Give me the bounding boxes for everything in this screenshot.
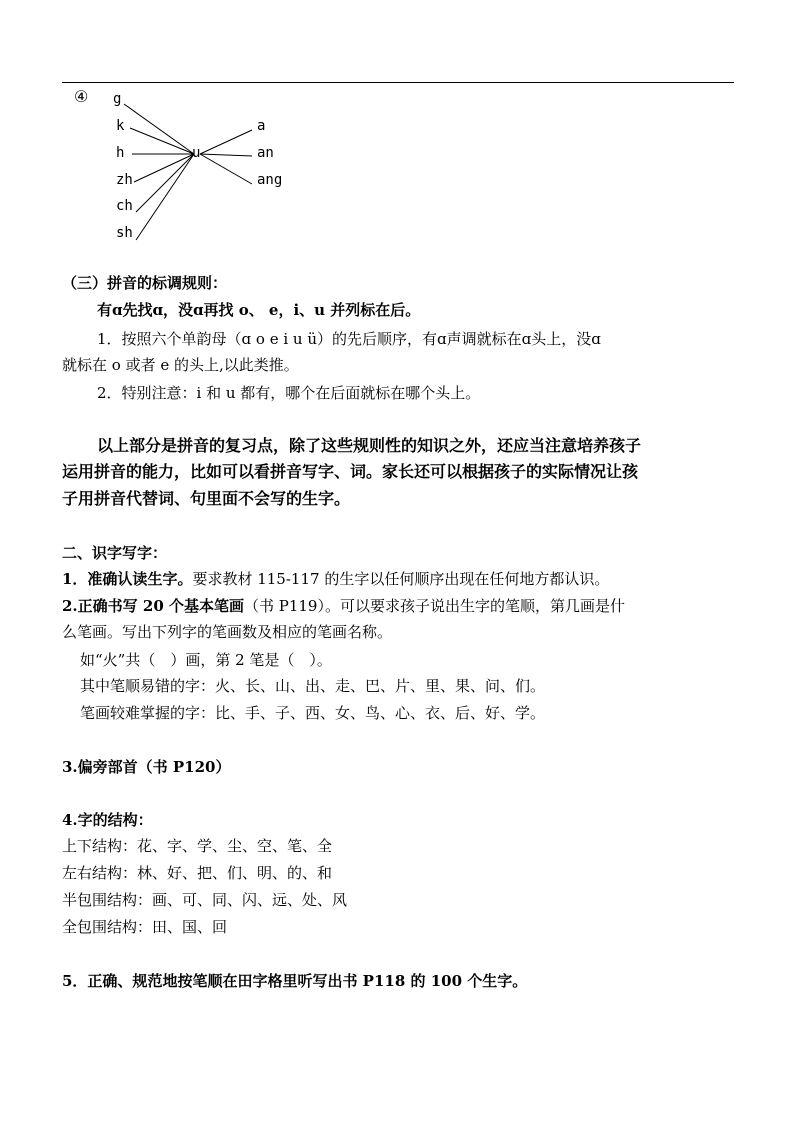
diagram-connector-lines: [0, 0, 793, 260]
item-1-text: 要求教材 115-117 的生字以任何顺序出现在任何地方都认识。: [192, 570, 610, 588]
tone-point-2: 2．特别注意：i 和 u 都有，哪个在后面就标在哪个头上。: [97, 384, 481, 402]
initial-zh: zh: [116, 172, 133, 188]
section-two-heading: 二、识字写字：: [62, 544, 168, 562]
center-u: u: [192, 145, 201, 161]
structure-left-right: 左右结构：林、好、把、们、明、的、和: [62, 864, 333, 882]
summary-line-2: 运用拼音的能力，比如可以看拼音写字、词。家长还可以根据孩子的实际情况让孩: [62, 462, 639, 481]
item-2: [62, 597, 625, 615]
structure-half-enclosed: 半包围结构：画、可、同、闪、远、处、风: [62, 891, 348, 909]
item-1-title: 1．准确认读生字。: [62, 570, 193, 588]
item-3-radicals: 3.偏旁部首（书 P120）: [62, 758, 231, 776]
final-ang: ang: [257, 172, 283, 188]
initial-g: g: [113, 91, 122, 107]
tone-point-1-line-2: 就标在 o 或者 e 的头上,以此类推。: [62, 356, 299, 374]
item-2-line-2: 么笔画。写出下列字的笔画数及相应的笔画名称。: [62, 623, 393, 641]
diagram-number: ④: [74, 87, 89, 106]
final-an: an: [257, 145, 274, 161]
structure-top-bottom: 上下结构：花、字、学、尘、空、笔、全: [62, 837, 333, 855]
initial-k: k: [116, 118, 125, 134]
initial-sh: sh: [116, 225, 133, 241]
hard-chars: 笔画较难掌握的字：比、手、子、西、女、鸟、心、衣、后、好、学。: [80, 704, 546, 722]
tone-rule: 有ɑ先找ɑ，没ɑ再找 o、 e，i、u 并列标在后。: [97, 301, 421, 319]
structure-full-enclosed: 全包围结构：田、国、回: [62, 918, 228, 936]
section3-heading: （三）拼音的标调规则：: [62, 274, 228, 292]
item-5-dictation: 5．正确、规范地按笔顺在田字格里听写出书 P118 的 100 个生字。: [62, 972, 528, 990]
summary-line-3: 子用拼音代替词、句里面不会写的生字。: [62, 489, 351, 508]
item-1: [62, 570, 609, 588]
tone-point-1-line-1: 1．按照六个单韵母（ɑ o e i u ü）的先后顺序，有ɑ声调就标在ɑ头上，没ɑ: [97, 330, 601, 348]
final-a: a: [257, 118, 266, 134]
item-2-title: 2.正确书写 20 个基本笔画: [62, 597, 244, 615]
easy-wrong-chars: 其中笔顺易错的字：火、长、山、出、走、巴、片、里、果、问、们。: [80, 677, 546, 695]
stroke-example: 如“火”共（ ）画，第 2 笔是（ ）。: [80, 651, 332, 669]
initial-ch: ch: [116, 198, 133, 214]
item-2-text: （书 P119）。可以要求孩子说出生字的笔顺，第几画是什: [243, 597, 625, 615]
summary-line-1: 以上部分是拼音的复习点，除了这些规则性的知识之外，还应当注意培养孩子: [97, 436, 642, 455]
initial-h: h: [116, 145, 125, 161]
item-4-structure: 4.字的结构：: [62, 811, 153, 829]
